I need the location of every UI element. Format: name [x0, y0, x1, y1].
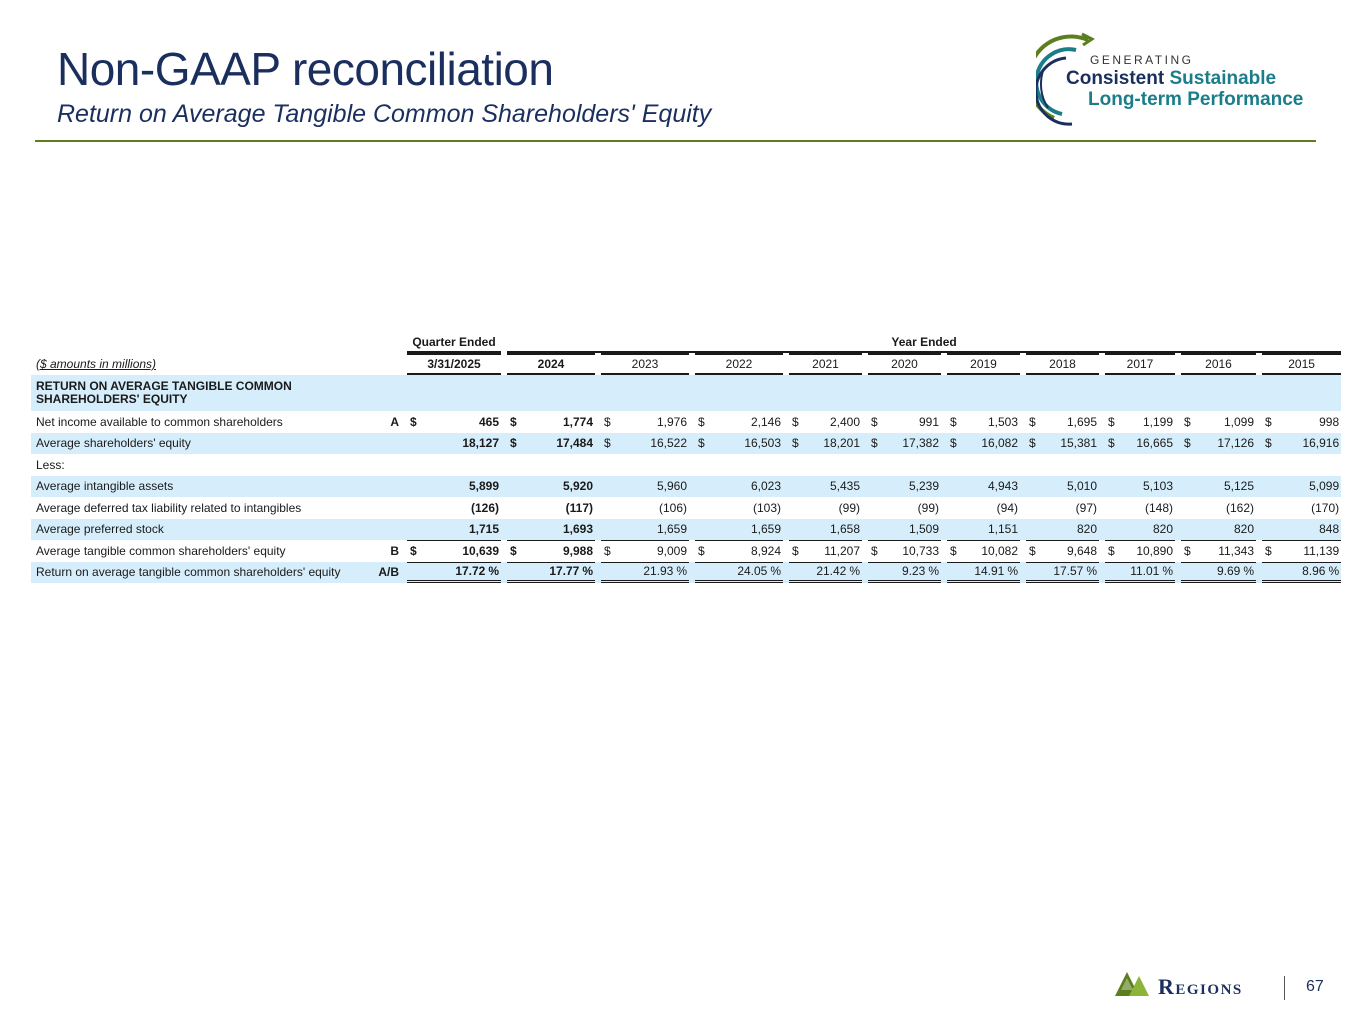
cell-currency — [1026, 497, 1044, 519]
column-header: 2019 — [947, 353, 1020, 375]
cell-currency: $ — [695, 540, 713, 562]
cell-value: 1,659 — [713, 519, 783, 541]
cell-currency — [695, 454, 713, 476]
cell-currency — [407, 476, 425, 498]
cell-value — [965, 454, 1020, 476]
cell-value — [1123, 454, 1175, 476]
cell-value: (148) — [1145, 500, 1174, 515]
cell-currency — [407, 454, 425, 476]
cell-currency: $ — [1105, 540, 1123, 562]
cell-currency: $ — [601, 540, 619, 562]
column-header: 2022 — [695, 353, 783, 375]
year-ended-header: Year Ended — [507, 333, 1341, 353]
cell-currency: $ — [1108, 414, 1115, 429]
percent-sign: % — [1162, 564, 1174, 579]
header-divider — [35, 140, 1316, 142]
cell-currency: $ — [604, 414, 611, 429]
cell-currency — [407, 497, 425, 519]
cell-value: 8,924 — [713, 540, 783, 562]
cell-number: 14.91 — [974, 564, 1005, 579]
percent-sign: % — [1243, 564, 1255, 579]
cell-value: 5,435 — [807, 476, 862, 498]
cell-currency — [1026, 519, 1044, 541]
cell-number: 17.72 — [455, 564, 486, 579]
cell-value — [713, 562, 783, 584]
column-header: 3/31/2025 — [407, 353, 501, 375]
cell-value — [1199, 562, 1256, 584]
column-header: 2020 — [868, 353, 941, 375]
cell-value: 5,239 — [886, 476, 941, 498]
cell-value: 16,916 — [1280, 433, 1341, 455]
cell-value: 5,920 — [525, 476, 595, 498]
brand-consistent: Consistent — [1066, 68, 1165, 89]
row-label: Net income available to common shareholders — [36, 414, 283, 429]
cell-currency — [695, 497, 713, 519]
blank-cell — [360, 333, 403, 353]
brand-generating: GENERATING — [1090, 53, 1194, 67]
cell-value: (162) — [1226, 500, 1255, 515]
cell-value: 9,648 — [1044, 540, 1099, 562]
blank-cell — [789, 562, 807, 584]
row-marker: A — [390, 414, 399, 429]
cell-currency — [407, 433, 425, 455]
row-marker: B — [390, 543, 399, 558]
table-row — [31, 433, 1341, 455]
cell-number: 8.96 — [1302, 564, 1326, 579]
cell-value: 820 — [1044, 519, 1099, 541]
cell-currency — [695, 519, 713, 541]
percent-sign: % — [1086, 564, 1098, 579]
cell-value — [619, 454, 689, 476]
cell-value — [1199, 454, 1256, 476]
cell-value — [525, 562, 595, 584]
cell-currency — [601, 476, 619, 498]
cell-currency: $ — [507, 540, 525, 562]
row-label: Average intangible assets — [31, 476, 360, 498]
cell-currency: $ — [868, 433, 886, 455]
cell-currency — [1105, 497, 1123, 519]
cell-value: 1,503 — [987, 414, 1019, 429]
cell-value: (126) — [471, 500, 500, 515]
cell-currency: $ — [871, 414, 878, 429]
column-header: 2024 — [507, 353, 595, 375]
cell-value: (106) — [659, 500, 688, 515]
column-header-row — [31, 353, 1341, 375]
cell-currency: $ — [789, 433, 807, 455]
cell-currency: $ — [868, 540, 886, 562]
cell-value: 1,774 — [562, 414, 594, 429]
cell-currency — [1262, 519, 1280, 541]
cell-value — [1280, 562, 1341, 584]
cell-currency — [601, 519, 619, 541]
cell-value: 17,126 — [1199, 433, 1256, 455]
cell-currency: $ — [1181, 433, 1199, 455]
cell-value: (103) — [753, 500, 782, 515]
cell-value: 4,943 — [965, 476, 1020, 498]
cell-currency — [695, 476, 713, 498]
cell-value: 11,139 — [1280, 540, 1341, 562]
cell-currency: $ — [698, 414, 705, 429]
cell-value — [425, 562, 501, 584]
row-label: Average tangible common shareholders' equity — [36, 543, 286, 558]
brand-line-2: Long-term Performance — [1088, 89, 1304, 110]
section-title-row — [31, 375, 1341, 411]
cell-value: 16,522 — [619, 433, 689, 455]
cell-value: 10,733 — [886, 540, 941, 562]
row-label: Average shareholders' equity — [31, 433, 360, 455]
cell-value: 1,151 — [965, 519, 1020, 541]
cell-value: 1,099 — [1223, 414, 1255, 429]
cell-currency — [789, 519, 807, 541]
percent-sign: % — [928, 564, 940, 579]
cell-value — [1280, 454, 1341, 476]
cell-currency — [1105, 454, 1123, 476]
cell-value: (99) — [838, 500, 861, 515]
footer-divider — [1284, 976, 1285, 1000]
cell-currency — [507, 454, 525, 476]
cell-value — [886, 454, 941, 476]
cell-currency: $ — [410, 414, 417, 429]
cell-value: (170) — [1311, 500, 1340, 515]
cell-value: 1,199 — [1142, 414, 1174, 429]
percent-sign: % — [770, 564, 782, 579]
cell-value: (97) — [1075, 500, 1098, 515]
cell-currency — [1181, 519, 1199, 541]
blank-cell — [31, 333, 360, 353]
regions-wordmark: Regions — [1158, 974, 1243, 999]
cell-value — [807, 454, 862, 476]
cell-currency — [868, 454, 886, 476]
cell-value: 1,976 — [656, 414, 688, 429]
blank-cell — [407, 562, 425, 584]
cell-currency: $ — [507, 433, 525, 455]
cell-number: 21.93 — [643, 564, 674, 579]
cell-currency — [1105, 519, 1123, 541]
table-row — [31, 562, 1341, 584]
section-title-line-2: SHAREHOLDERS' EQUITY — [36, 392, 188, 406]
cell-currency — [868, 476, 886, 498]
cell-value: 2,400 — [829, 414, 861, 429]
percent-sign: % — [582, 564, 594, 579]
cell-value: (117) — [565, 500, 594, 515]
table-row — [31, 411, 1341, 433]
cell-value: 820 — [1123, 519, 1175, 541]
cell-currency: $ — [695, 433, 713, 455]
cell-currency — [1181, 497, 1199, 519]
row-marker — [360, 497, 403, 519]
reconciliation-table — [31, 333, 1341, 583]
cell-currency — [868, 497, 886, 519]
cell-currency — [947, 519, 965, 541]
cell-value — [1044, 454, 1099, 476]
blank-cell — [695, 562, 713, 584]
blank-cell — [868, 562, 886, 584]
row-marker — [360, 519, 403, 541]
percent-sign: % — [1328, 564, 1340, 579]
cell-currency — [1262, 476, 1280, 498]
page-number: 67 — [1306, 978, 1324, 995]
cell-currency: $ — [1184, 414, 1191, 429]
cell-value — [965, 562, 1020, 584]
percent-sign: % — [1007, 564, 1019, 579]
cell-currency: $ — [407, 540, 425, 562]
cell-value: 5,960 — [619, 476, 689, 498]
section-title — [31, 375, 360, 411]
blank-cell — [507, 562, 525, 584]
cell-value: 1,659 — [619, 519, 689, 541]
cell-value: 1,695 — [1066, 414, 1098, 429]
section-title-line-1: RETURN ON AVERAGE TANGIBLE COMMON — [36, 379, 292, 393]
table-row — [31, 540, 1341, 562]
column-header: 2018 — [1026, 353, 1099, 375]
cell-value: 18,201 — [807, 433, 862, 455]
percent-sign: % — [849, 564, 861, 579]
cell-currency — [868, 519, 886, 541]
table-row — [31, 476, 1341, 498]
percent-sign: % — [676, 564, 688, 579]
cell-currency: $ — [1181, 540, 1199, 562]
cell-value: 1,509 — [886, 519, 941, 541]
page-subtitle: Return on Average Tangible Common Shareholders' Equity — [57, 100, 712, 128]
cell-currency: $ — [601, 433, 619, 455]
cell-value: 1,715 — [425, 519, 501, 541]
cell-value: 11,207 — [807, 540, 862, 562]
cell-value — [807, 562, 862, 584]
cell-value: 16,503 — [713, 433, 783, 455]
cell-number: 9.69 — [1216, 564, 1241, 579]
cell-currency: $ — [1029, 414, 1036, 429]
cell-currency — [947, 497, 965, 519]
cell-currency — [1026, 476, 1044, 498]
cell-currency — [601, 497, 619, 519]
cell-value: 991 — [918, 414, 940, 429]
cell-value — [1123, 562, 1175, 584]
row-marker — [360, 476, 403, 498]
generating-performance-logo — [1036, 28, 1326, 128]
cell-currency: $ — [1026, 540, 1044, 562]
cell-value — [425, 454, 501, 476]
cell-value: 17,484 — [525, 433, 595, 455]
cell-currency — [1262, 497, 1280, 519]
cell-value: 2,146 — [750, 414, 782, 429]
brand-line-1 — [1066, 68, 1276, 90]
cell-value — [619, 562, 689, 584]
column-header: 2016 — [1181, 353, 1256, 375]
blank-cell — [360, 375, 1341, 411]
cell-value — [1044, 562, 1099, 584]
cell-number: 17.77 — [549, 564, 580, 579]
cell-number: 17.57 — [1053, 564, 1084, 579]
column-header: 2023 — [601, 353, 689, 375]
cell-currency: $ — [1262, 433, 1280, 455]
cell-currency: $ — [1026, 433, 1044, 455]
row-marker — [360, 454, 403, 476]
blank-cell — [1105, 562, 1123, 584]
row-marker: A/B — [360, 562, 403, 584]
cell-currency: $ — [510, 414, 517, 429]
cell-currency: $ — [947, 540, 965, 562]
cell-currency: $ — [1265, 414, 1272, 429]
blank-cell — [1181, 562, 1199, 584]
cell-currency: $ — [789, 540, 807, 562]
cell-currency: $ — [792, 414, 799, 429]
blank-cell — [1026, 562, 1044, 584]
cell-value: 5,099 — [1280, 476, 1341, 498]
cell-value: 16,082 — [965, 433, 1020, 455]
cell-value: 10,082 — [965, 540, 1020, 562]
cell-value: 5,010 — [1044, 476, 1099, 498]
cell-value: 5,103 — [1123, 476, 1175, 498]
row-marker — [360, 433, 403, 455]
cell-currency: $ — [1105, 433, 1123, 455]
cell-number: 9.23 — [901, 564, 926, 579]
cell-value: 15,381 — [1044, 433, 1099, 455]
cell-value: 10,639 — [425, 540, 501, 562]
cell-currency — [507, 476, 525, 498]
cell-number: 24.05 — [737, 564, 768, 579]
percent-sign: % — [488, 564, 500, 579]
cell-currency — [1181, 476, 1199, 498]
blank-cell — [601, 562, 619, 584]
cell-currency — [1105, 476, 1123, 498]
blank-cell — [360, 353, 403, 375]
quarter-ended-header: Quarter Ended — [407, 333, 501, 353]
row-label: Average deferred tax liability related to intangibles — [36, 500, 302, 515]
cell-currency: $ — [1262, 540, 1280, 562]
cell-currency: $ — [947, 433, 965, 455]
regions-triangle-icon — [1113, 970, 1153, 998]
cell-number: 11.01 — [1130, 564, 1160, 579]
cell-currency — [789, 476, 807, 498]
cell-value: 1,693 — [525, 519, 595, 541]
cell-value: 465 — [478, 414, 500, 429]
cell-value: 9,009 — [619, 540, 689, 562]
cell-value: 17,382 — [886, 433, 941, 455]
cell-value: 5,125 — [1199, 476, 1256, 498]
column-header: 2015 — [1262, 353, 1341, 375]
table-row — [31, 454, 1341, 476]
cell-currency — [507, 497, 525, 519]
blank-cell — [1262, 562, 1280, 584]
cell-value — [886, 562, 941, 584]
cell-currency — [1181, 454, 1199, 476]
table-row — [31, 519, 1341, 541]
cell-currency — [947, 476, 965, 498]
header-group-row — [31, 333, 1341, 353]
row-label: Less: — [36, 457, 65, 472]
cell-currency — [789, 497, 807, 519]
cell-value: 11,343 — [1199, 540, 1256, 562]
cell-currency — [1262, 454, 1280, 476]
brand-sustainable: Sustainable — [1169, 68, 1277, 89]
cell-value: 5,899 — [425, 476, 501, 498]
blank-cell — [947, 562, 965, 584]
row-label: Return on average tangible common shareholders' equity — [31, 562, 360, 584]
cell-currency — [789, 454, 807, 476]
cell-value: 10,890 — [1123, 540, 1175, 562]
cell-value: 6,023 — [713, 476, 783, 498]
cell-currency — [507, 519, 525, 541]
cell-value — [525, 454, 595, 476]
cell-value: 998 — [1319, 414, 1340, 429]
cell-value: (99) — [917, 500, 940, 515]
cell-currency — [601, 454, 619, 476]
cell-currency — [947, 454, 965, 476]
cell-value: 16,665 — [1123, 433, 1175, 455]
cell-value: 848 — [1280, 519, 1341, 541]
column-header: 2017 — [1105, 353, 1175, 375]
column-header: 2021 — [789, 353, 862, 375]
cell-value: 9,988 — [525, 540, 595, 562]
cell-value: 18,127 — [425, 433, 501, 455]
cell-value: 820 — [1199, 519, 1256, 541]
cell-number: 21.42 — [816, 564, 847, 579]
table-row — [31, 497, 1341, 519]
cell-currency: $ — [950, 414, 957, 429]
cell-value: 1,658 — [807, 519, 862, 541]
regions-logo — [1113, 970, 1273, 1000]
cell-value — [713, 454, 783, 476]
cell-currency — [1026, 454, 1044, 476]
cell-value: (94) — [996, 500, 1019, 515]
page-title: Non-GAAP reconciliation — [57, 43, 554, 95]
cell-currency — [407, 519, 425, 541]
units-label: ($ amounts in millions) — [36, 357, 157, 371]
row-label: Average preferred stock — [31, 519, 360, 541]
